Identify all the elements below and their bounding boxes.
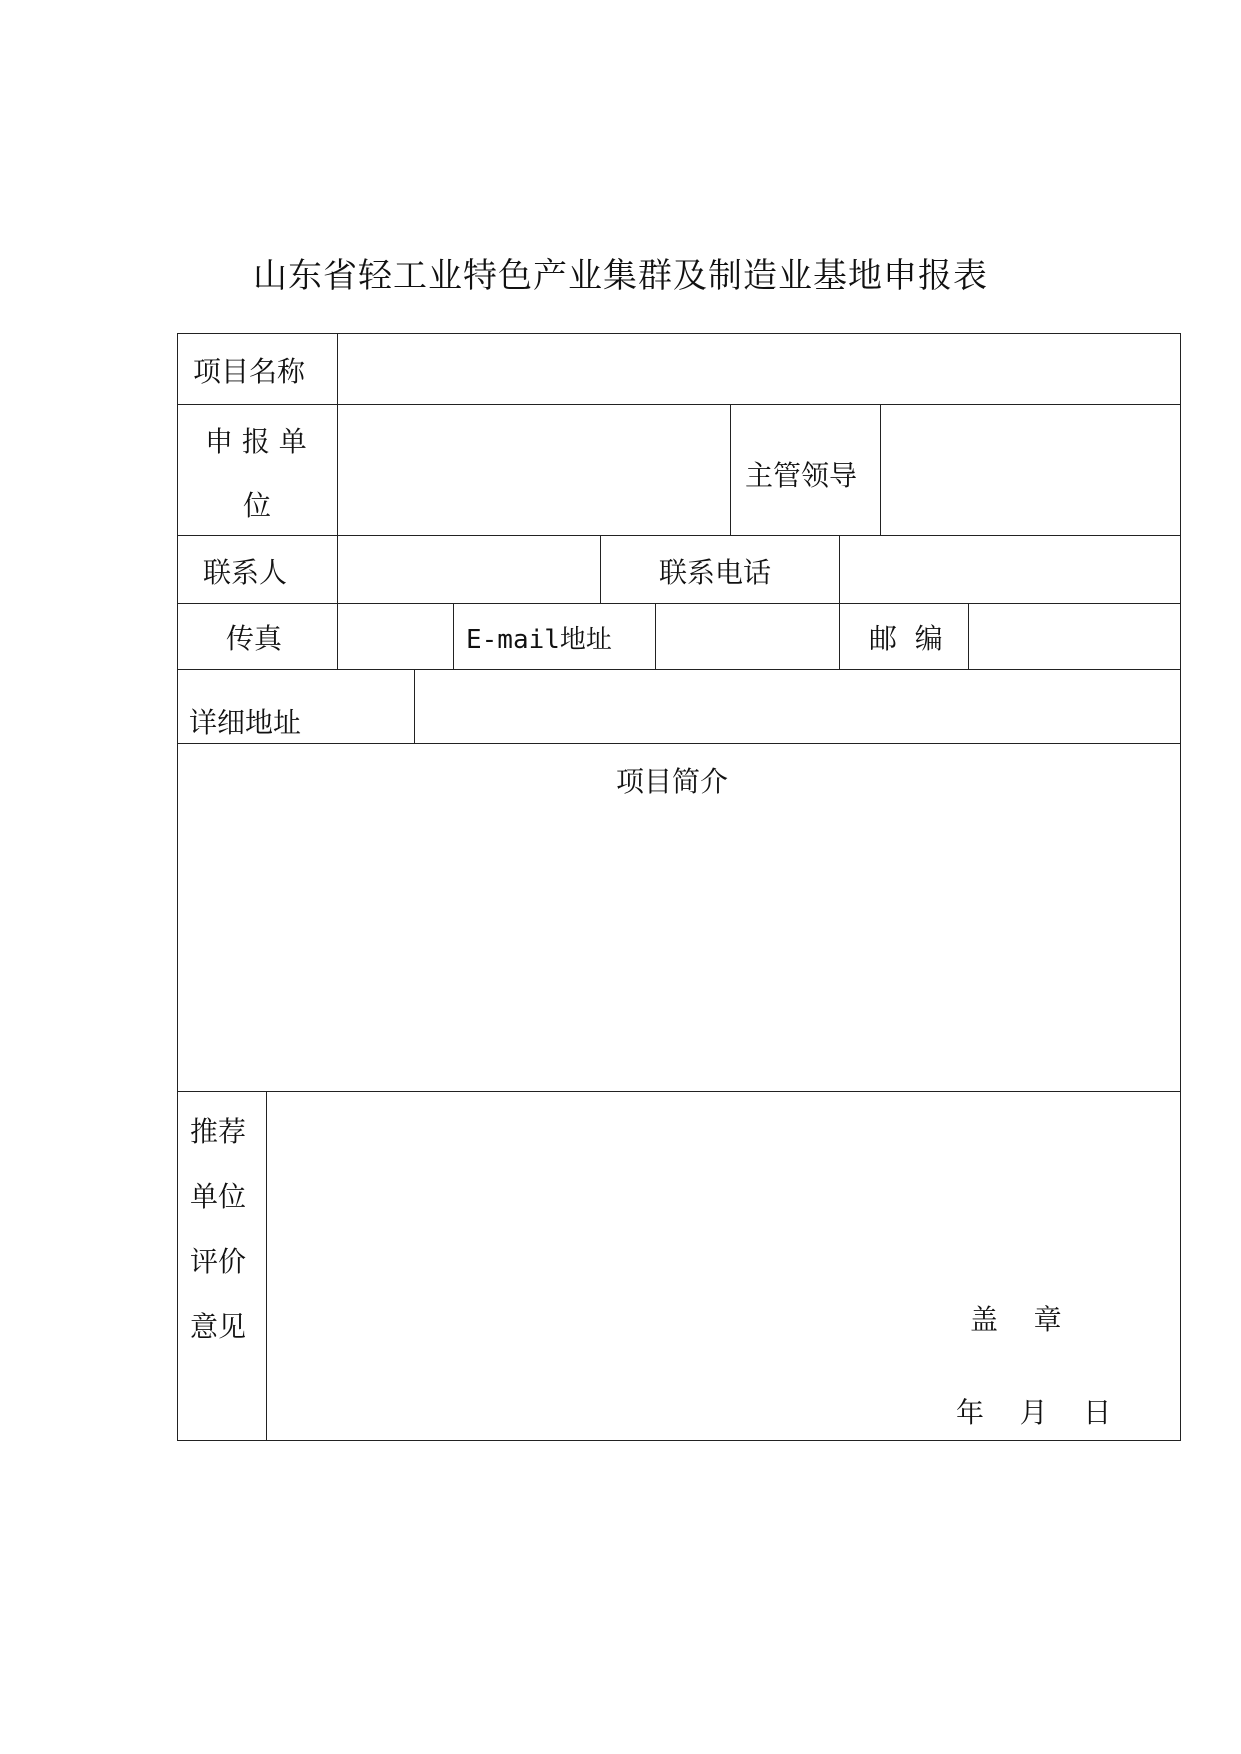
opinion-label-line2: 单位: [190, 1180, 247, 1213]
seal-label: 盖 章: [970, 1303, 1062, 1336]
supervisor-label: 主管领导: [745, 459, 858, 492]
contact-person-input[interactable]: [338, 536, 601, 604]
contact-phone-input[interactable]: [840, 536, 1181, 604]
form-title: 山东省轻工业特色产业集群及制造业基地申报表: [253, 256, 988, 296]
contact-person-label: 联系人: [203, 556, 288, 589]
fax-input[interactable]: [338, 604, 454, 670]
project-name-label: 项目名称: [193, 355, 306, 388]
contact-phone-label: 联系电话: [659, 556, 772, 589]
email-input[interactable]: [656, 604, 840, 670]
opinion-label-line1: 推荐: [190, 1115, 247, 1148]
fax-label: 传真: [226, 622, 283, 655]
postcode-label: 邮 编: [869, 622, 943, 655]
applicant-input[interactable]: [338, 405, 731, 536]
opinion-label-line4: 意见: [190, 1310, 247, 1343]
supervisor-input[interactable]: [881, 405, 1181, 536]
date-label: 年 月 日: [956, 1396, 1112, 1429]
intro-label: 项目简介: [616, 765, 729, 798]
address-label: 详细地址: [189, 706, 302, 739]
intro-input[interactable]: [190, 800, 1168, 1080]
applicant-label-line1: 申 报 单: [205, 425, 307, 458]
opinion-input[interactable]: [267, 1092, 1181, 1441]
postcode-input[interactable]: [969, 604, 1181, 670]
address-input[interactable]: [415, 670, 1181, 744]
email-label: E-mail地址: [466, 625, 612, 655]
opinion-label-line3: 评价: [190, 1245, 247, 1278]
applicant-label-line2: 位: [243, 489, 272, 522]
project-name-input[interactable]: [338, 333, 1181, 405]
